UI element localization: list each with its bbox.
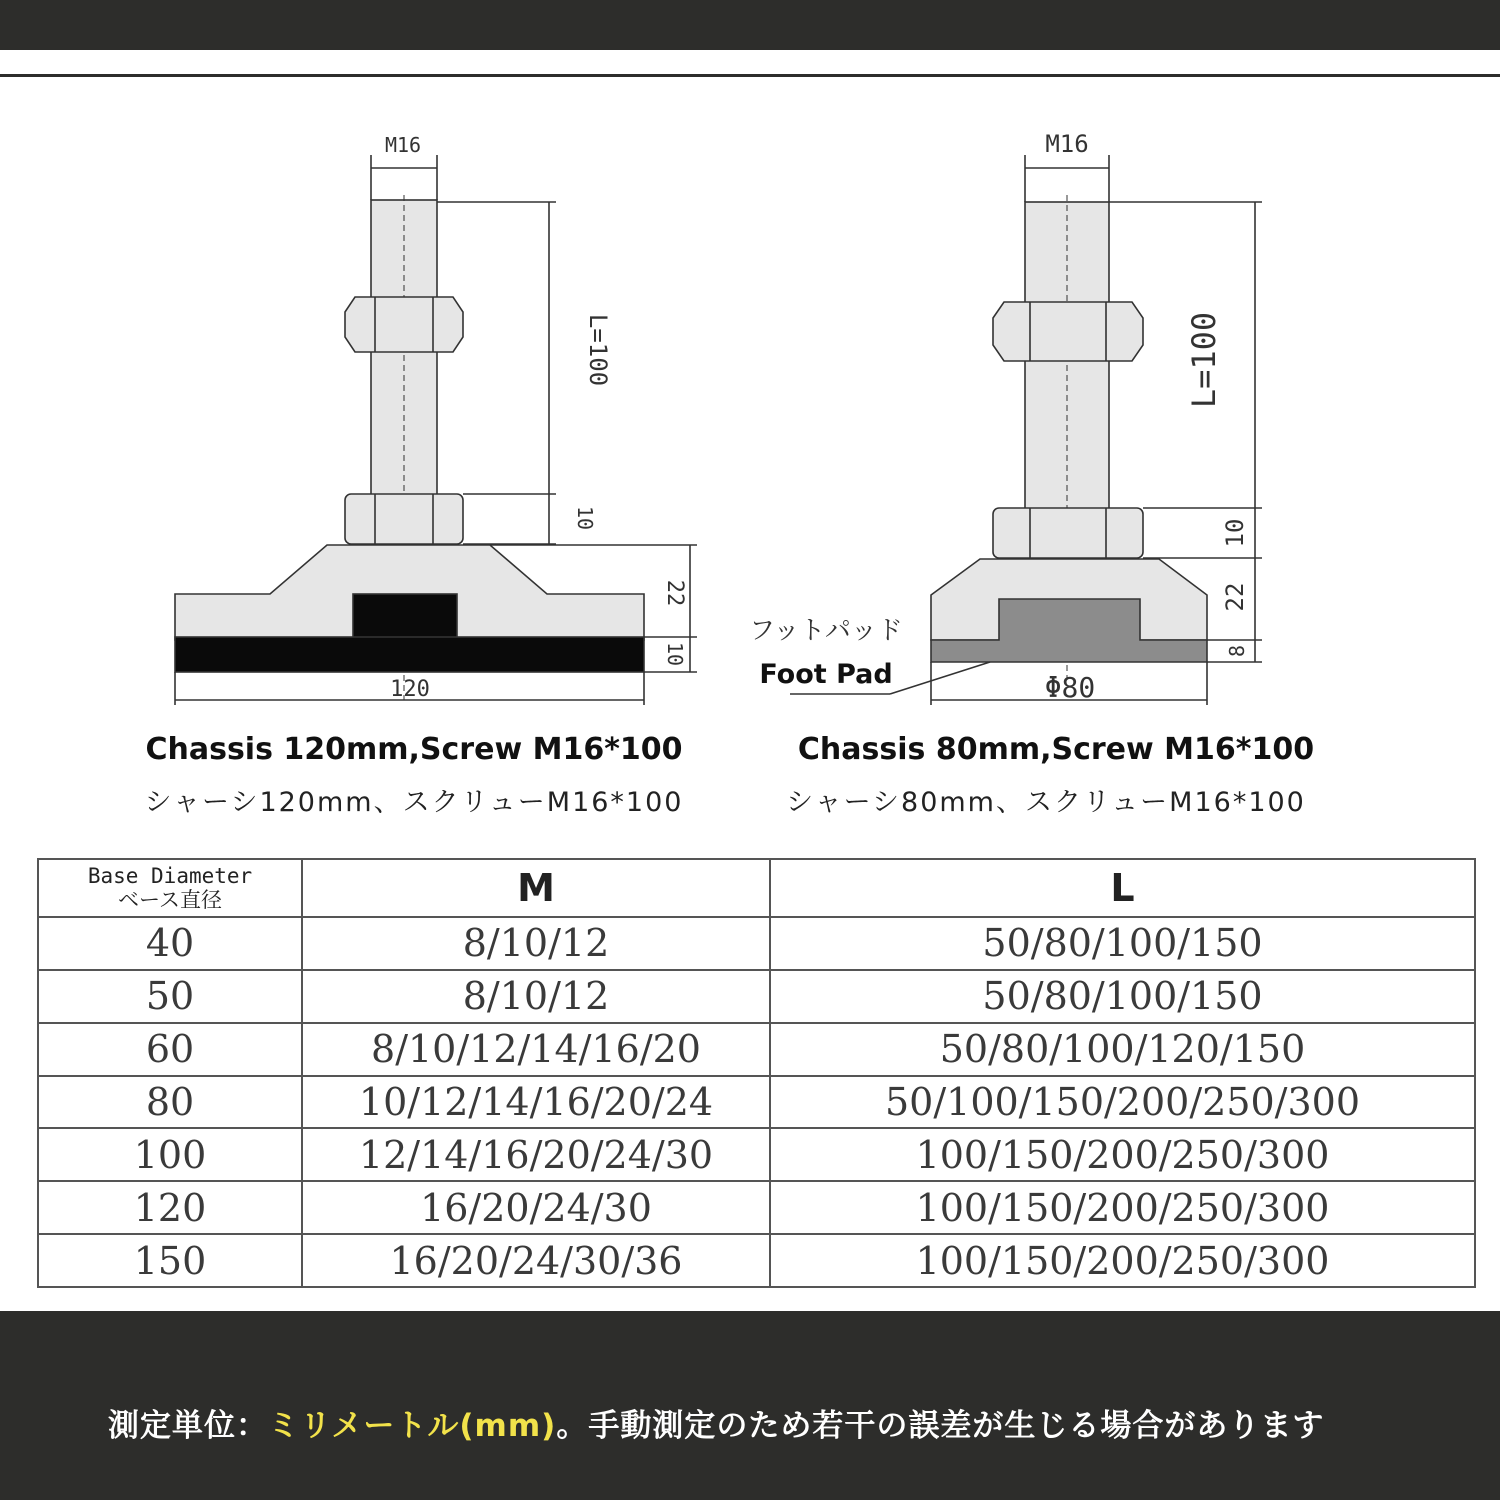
left-top-nut (345, 297, 463, 352)
right-length-label: L=100 (1185, 311, 1223, 409)
right-thread-label: M16 (1045, 130, 1089, 158)
cell-m: 12/14/16/20/24/30 (302, 1128, 770, 1181)
table-row (38, 1234, 1475, 1287)
cell-m: 8/10/12 (302, 970, 770, 1023)
cell-m: 16/20/24/30 (302, 1181, 770, 1234)
table-row (38, 1076, 1475, 1129)
left-diagram (175, 155, 697, 705)
table-row (38, 1128, 1475, 1181)
cell-l: 50/80/100/120/150 (770, 1023, 1475, 1076)
cell-l: 50/80/100/150 (770, 970, 1475, 1023)
left-base-width-label: 120 (390, 677, 430, 702)
cell-diameter: 50 (38, 970, 302, 1023)
left-thread-label: M16 (384, 133, 422, 157)
cell-l: 100/150/200/250/300 (770, 1128, 1475, 1181)
right-base-height-label: 22 (1221, 582, 1249, 612)
cell-m: 10/12/14/16/20/24 (302, 1076, 770, 1129)
right-top-nut (993, 302, 1143, 361)
header-l: L (770, 859, 1475, 917)
top-rule-line (0, 74, 1500, 77)
left-bottom-nut (345, 494, 463, 544)
cell-l: 50/100/150/200/250/300 (770, 1076, 1475, 1129)
right-nut-height-label: 10 (1221, 518, 1249, 548)
notice-prefix: 測定単位： (108, 1408, 268, 1444)
table-row (38, 970, 1475, 1023)
cell-diameter: 100 (38, 1128, 302, 1181)
left-pad-center (353, 594, 457, 640)
header-base-diameter-en: Base Diameter (87, 864, 253, 888)
table-header-row (38, 859, 1475, 917)
left-base-height-label: 22 (662, 579, 687, 607)
left-caption-en: Chassis 120mm,Screw M16*100 (145, 732, 683, 767)
cell-l: 100/150/200/250/300 (770, 1181, 1475, 1234)
left-nut-height-label: 10 (573, 505, 597, 531)
right-pad-height-label: 8 (1225, 644, 1249, 658)
cell-l: 100/150/200/250/300 (770, 1234, 1475, 1287)
cell-l: 50/80/100/150 (770, 917, 1475, 970)
top-dark-bar (0, 0, 1500, 50)
right-caption-jp: シャーシ80mm、スクリューM16*100 (786, 787, 1306, 818)
spec-table (37, 858, 1476, 1288)
table-row (38, 917, 1475, 970)
right-base-width-label: Φ80 (1044, 671, 1096, 704)
measurement-notice (108, 1400, 1324, 1445)
cell-diameter: 150 (38, 1234, 302, 1287)
notice-suffix: 。手動測定のため若干の誤差が生じる場合があります (556, 1408, 1325, 1444)
notice-unit: ミリメートル(mm) (268, 1408, 557, 1444)
header-m: M (302, 859, 770, 917)
foot-pad-en-label: Foot Pad (759, 659, 893, 690)
cell-diameter: 40 (38, 917, 302, 970)
right-bottom-nut (993, 508, 1143, 558)
header-base-diameter (38, 859, 302, 917)
left-pad-height-label: 10 (663, 641, 687, 667)
table-row (38, 1181, 1475, 1234)
cell-diameter: 80 (38, 1076, 302, 1129)
left-caption-jp: シャーシ120mm、スクリューM16*100 (144, 787, 684, 818)
cell-m: 8/10/12 (302, 917, 770, 970)
cell-diameter: 60 (38, 1023, 302, 1076)
right-caption-en: Chassis 80mm,Screw M16*100 (797, 732, 1315, 767)
cell-m: 16/20/24/30/36 (302, 1234, 770, 1287)
cell-diameter: 120 (38, 1181, 302, 1234)
header-base-diameter-jp: ベース直径 (118, 888, 222, 912)
foot-pad-jp-label: フットパッド (749, 616, 903, 646)
cell-m: 8/10/12/14/16/20 (302, 1023, 770, 1076)
table-row (38, 1023, 1475, 1076)
left-pad-bottom (175, 637, 644, 672)
left-length-label: L=100 (584, 313, 612, 387)
